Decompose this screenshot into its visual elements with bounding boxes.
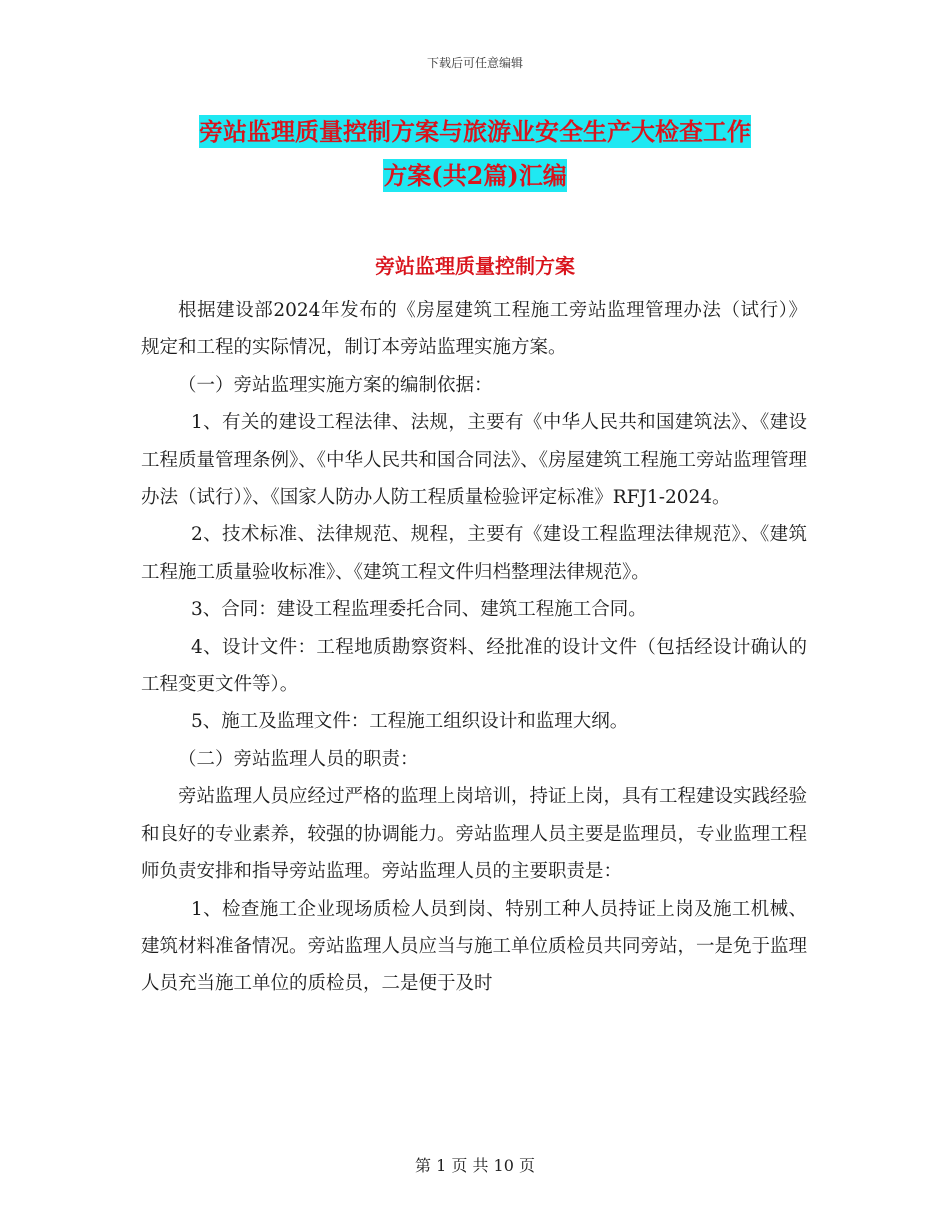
document-title-line-2 bbox=[0, 156, 950, 191]
paragraph: （二）旁站监理人员的职责： bbox=[178, 748, 419, 770]
title-highlight-2: 方案(共2篇)汇编 bbox=[383, 161, 567, 190]
title-highlight-1: 旁站监理质量控制方案与旅游业安全生产大检查工作 bbox=[199, 117, 751, 146]
page-header: 下载后可任意编辑 bbox=[426, 56, 523, 70]
paragraph: 1、有关的建设工程法律、法规，主要有《中华人民共和国建筑法》、《建设工程质量管理条例》、《中华人民共和国合同法》、《房屋建筑工程施工旁站监理管理办法（试行）》、《国家人防办人防工程质量检验评定标准》RFJ1-2024。 bbox=[141, 412, 808, 509]
paragraph: 3、合同：建设工程监理委托合同、建筑工程施工合同。 bbox=[190, 599, 647, 621]
paragraph: （一）旁站监理实施方案的编制依据： bbox=[178, 374, 493, 396]
page-footer: 第 1 页 共 10 页 bbox=[415, 1156, 535, 1175]
document-body bbox=[141, 292, 807, 1003]
paragraph: 旁站监理人员应经过严格的监理上岗培训，持证上岗，具有工程建设实践经验和良好的专业素养，较强的协调能力。旁站监理人员主要是监理员，专业监理工程师负责安排和指导旁站监理。旁站监理人员的主要职责是： bbox=[141, 786, 808, 883]
paragraph: 1、检查施工企业现场质检人员到岗、特别工种人员持证上岗及施工机械、建筑材料准备情况。旁站监理人员应当与施工单位质检员共同旁站，一是免于监理人员充当施工单位的质检员，二是便于及时 bbox=[141, 898, 808, 995]
paragraph: 4、设计文件：工程地质勘察资料、经批准的设计文件（包括经设计确认的工程变更文件等）。 bbox=[141, 636, 807, 696]
paragraph: 根据建设部2024年发布的《房屋建筑工程施工旁站监理管理办法（试行）》规定和工程的实际情况，制订本旁站监理实施方案。 bbox=[141, 300, 807, 359]
document-title-line-1 bbox=[0, 112, 950, 147]
section-title: 旁站监理质量控制方案 bbox=[375, 254, 575, 278]
paragraph: 5、施工及监理文件：工程施工组织设计和监理大纲。 bbox=[190, 711, 629, 733]
paragraph: 2、技术标准、法律规范、规程，主要有《建设工程监理法律规范》、《建筑工程施工质量验收标准》、《建筑工程文件归档整理法律规范》。 bbox=[141, 524, 807, 583]
